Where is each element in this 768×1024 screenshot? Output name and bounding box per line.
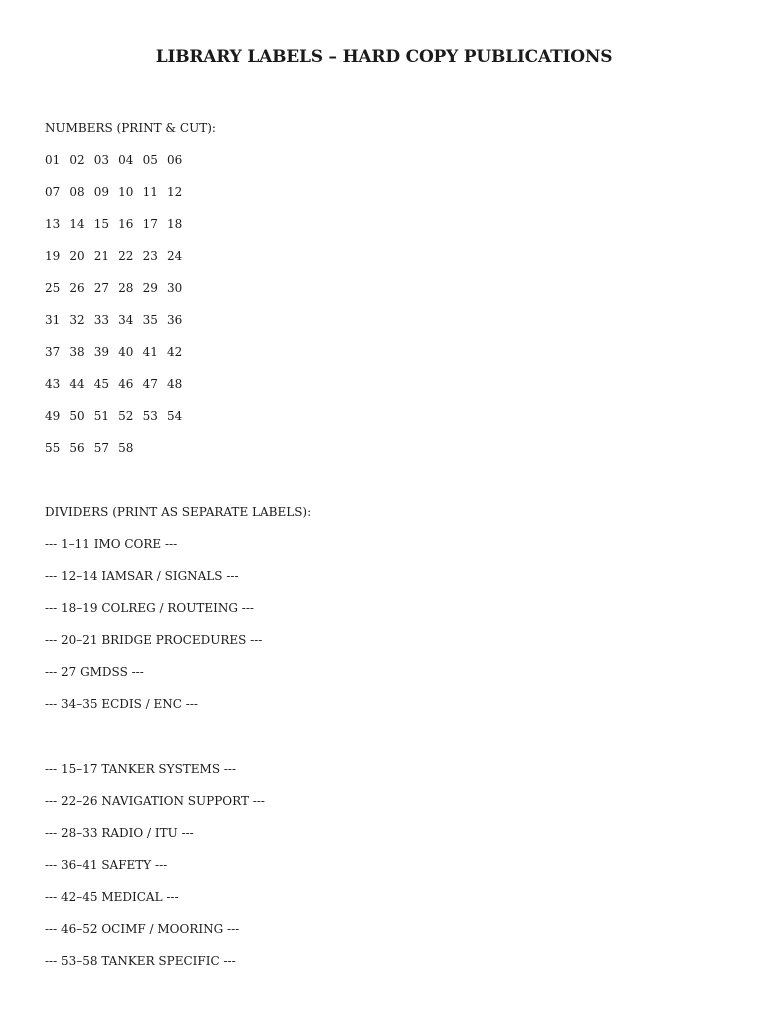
number-label: 08 xyxy=(69,185,85,199)
number-label: 30 xyxy=(166,281,183,295)
number-row xyxy=(45,280,191,296)
number-label: 45 xyxy=(93,377,110,391)
number-label: 24 xyxy=(166,249,183,263)
number-label: 16 xyxy=(118,217,134,231)
number-label: 43 xyxy=(45,377,61,391)
number-row xyxy=(45,344,191,360)
divider-label: --- 42–45 MEDICAL --- xyxy=(45,890,179,904)
number-label: 27 xyxy=(93,281,110,295)
number-label: 56 xyxy=(69,441,85,455)
number-label: 15 xyxy=(93,217,110,231)
number-label: 34 xyxy=(118,313,134,327)
number-label: 38 xyxy=(69,345,85,359)
number-label: 49 xyxy=(45,409,61,423)
number-row xyxy=(45,216,191,232)
number-label: 58 xyxy=(118,441,134,455)
number-label: 13 xyxy=(45,217,61,231)
divider-label: --- 15–17 TANKER SYSTEMS --- xyxy=(45,762,237,776)
number-label: 11 xyxy=(142,185,158,199)
divider-label: --- 1–11 IMO CORE --- xyxy=(45,537,178,551)
number-label: 31 xyxy=(45,313,61,327)
number-label: 35 xyxy=(142,313,158,327)
number-label: 03 xyxy=(93,153,110,167)
number-label: 18 xyxy=(166,217,183,231)
number-label: 19 xyxy=(45,249,61,263)
number-label: 44 xyxy=(69,377,85,391)
number-label: 28 xyxy=(118,281,134,295)
number-label: 37 xyxy=(45,345,61,359)
number-label: 36 xyxy=(166,313,183,327)
divider-label: --- 12–14 IAMSAR / SIGNALS --- xyxy=(45,569,239,583)
number-label: 09 xyxy=(93,185,110,199)
number-row xyxy=(45,248,191,264)
divider-label: --- 27 GMDSS --- xyxy=(45,665,144,679)
divider-label: --- 34–35 ECDIS / ENC --- xyxy=(45,697,198,711)
number-label: 22 xyxy=(118,249,134,263)
number-label: 53 xyxy=(142,409,158,423)
number-row xyxy=(45,408,191,424)
number-label: 32 xyxy=(69,313,85,327)
number-label: 51 xyxy=(93,409,110,423)
number-label: 21 xyxy=(93,249,110,263)
dividers-heading: DIVIDERS (PRINT AS SEPARATE LABELS): xyxy=(45,505,312,519)
number-label: 12 xyxy=(166,185,183,199)
divider-label: --- 22–26 NAVIGATION SUPPORT --- xyxy=(45,794,265,808)
number-label: 06 xyxy=(166,153,183,167)
number-label: 02 xyxy=(69,153,85,167)
number-label: 47 xyxy=(142,377,158,391)
number-label: 29 xyxy=(142,281,158,295)
number-label: 48 xyxy=(166,377,183,391)
number-label: 10 xyxy=(118,185,134,199)
divider-label: --- 18–19 COLREG / ROUTEING --- xyxy=(45,601,254,615)
number-label: 01 xyxy=(45,153,61,167)
number-label: 14 xyxy=(69,217,85,231)
number-label: 54 xyxy=(166,409,183,423)
number-row xyxy=(45,312,191,328)
number-label: 20 xyxy=(69,249,85,263)
number-label: 55 xyxy=(45,441,61,455)
number-label: 17 xyxy=(142,217,158,231)
number-label: 40 xyxy=(118,345,134,359)
number-label: 26 xyxy=(69,281,85,295)
divider-label: --- 53–58 TANKER SPECIFIC --- xyxy=(45,954,236,968)
number-label: 50 xyxy=(69,409,85,423)
number-row xyxy=(45,440,143,456)
number-label: 42 xyxy=(166,345,183,359)
number-row xyxy=(45,152,191,168)
numbers-heading: NUMBERS (PRINT & CUT): xyxy=(45,121,216,135)
number-label: 41 xyxy=(142,345,158,359)
number-label: 57 xyxy=(93,441,110,455)
divider-label: --- 46–52 OCIMF / MOORING --- xyxy=(45,922,240,936)
number-row xyxy=(45,184,191,200)
document-title: LIBRARY LABELS – HARD COPY PUBLICATIONS xyxy=(155,47,613,67)
number-label: 04 xyxy=(118,153,134,167)
number-label: 05 xyxy=(142,153,158,167)
number-label: 33 xyxy=(93,313,110,327)
number-row xyxy=(45,376,191,392)
divider-label: --- 28–33 RADIO / ITU --- xyxy=(45,826,194,840)
divider-label: --- 36–41 SAFETY --- xyxy=(45,858,168,872)
number-label: 07 xyxy=(45,185,61,199)
number-label: 52 xyxy=(118,409,134,423)
number-label: 23 xyxy=(142,249,158,263)
number-label: 25 xyxy=(45,281,61,295)
number-label: 46 xyxy=(118,377,134,391)
number-label: 39 xyxy=(93,345,110,359)
divider-label: --- 20–21 BRIDGE PROCEDURES --- xyxy=(45,633,263,647)
